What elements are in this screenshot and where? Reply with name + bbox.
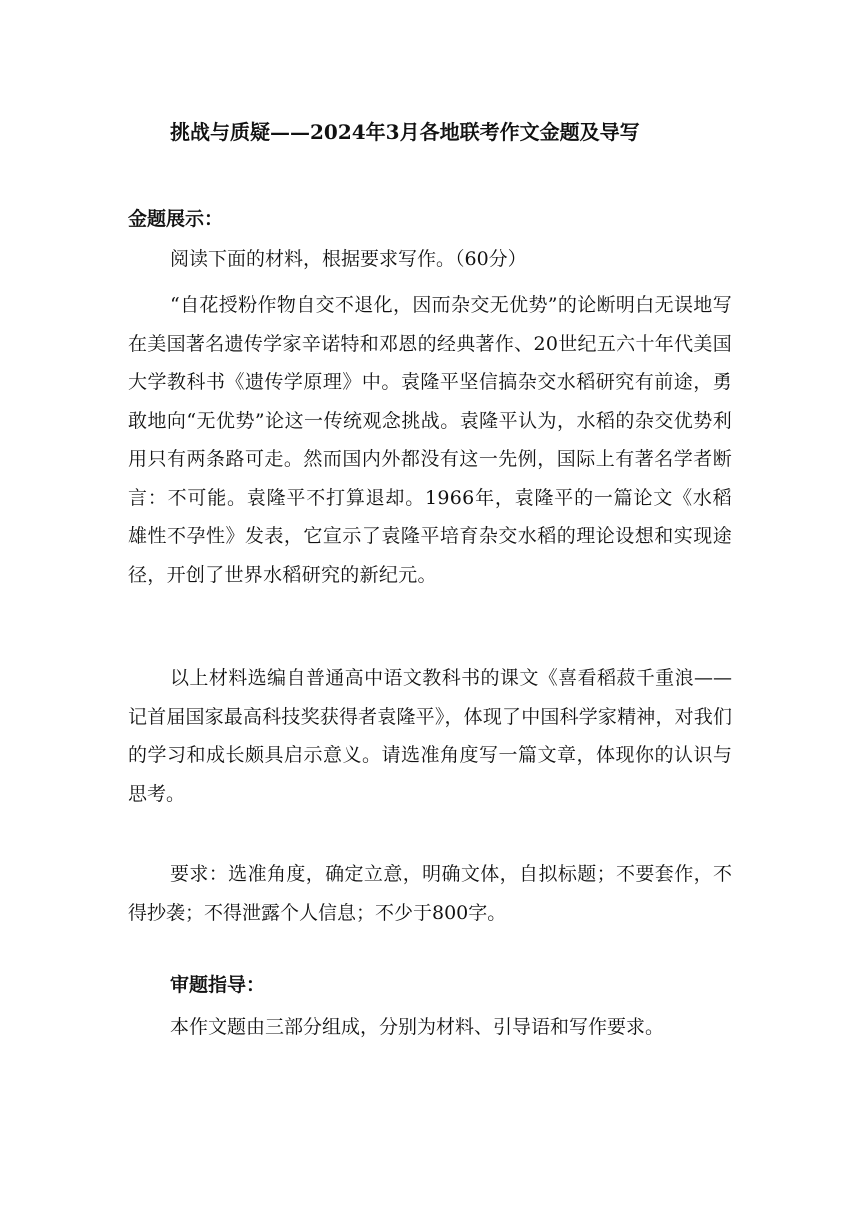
source-note-paragraph: 以上材料选编自普通高中语文教科书的课文《喜看稻菽千重浪——记首届国家最高科技奖获得者袁隆平》，体现了中国科学家精神，对我们的学习和成长颇具启示意义。请选准角度写一篇文章，体现你的认识与思考。	[128, 667, 732, 805]
requirements-paragraph: 要求：选准角度，确定立意，明确文体，自拟标题；不要套作，不得抄袭；不得泄露个人信息；不少于800字。	[128, 863, 732, 924]
page-title: 挑战与质疑——2024年3月各地联考作文金题及导写	[170, 120, 640, 144]
guide-paragraph: 本作文题由三部分组成，分别为材料、引导语和写作要求。	[170, 1016, 665, 1038]
instruction-paragraph: 阅读下面的材料，根据要求写作。（60分）	[170, 248, 527, 270]
material-paragraph: “自花授粉作物自交不退化，因而杂交无优势”的论断明白无误地写在美国著名遗传学家辛诺特和邓恩的经典著作、20世纪五六十年代美国大学教科书《遗传学原理》中。袁隆平坚信搞杂交水稻研究有前途，勇敢地向“无优势”论这一传统观念挑战。袁隆平认为，水稻的杂交优势利用只有两条路可走。然而国内外都没有这一先例，国际上有著名学者断言：不可能。袁隆平不打算退却。1966年，袁隆平的一篇论文《水稻雄性不孕性》发表，它宣示了袁隆平培育杂交水稻的理论设想和实现途径，开创了世界水稻研究的新纪元。	[128, 294, 732, 586]
section-heading-jinti: 金题展示：	[128, 208, 224, 230]
section-heading-shenti: 审题指导：	[170, 974, 266, 996]
